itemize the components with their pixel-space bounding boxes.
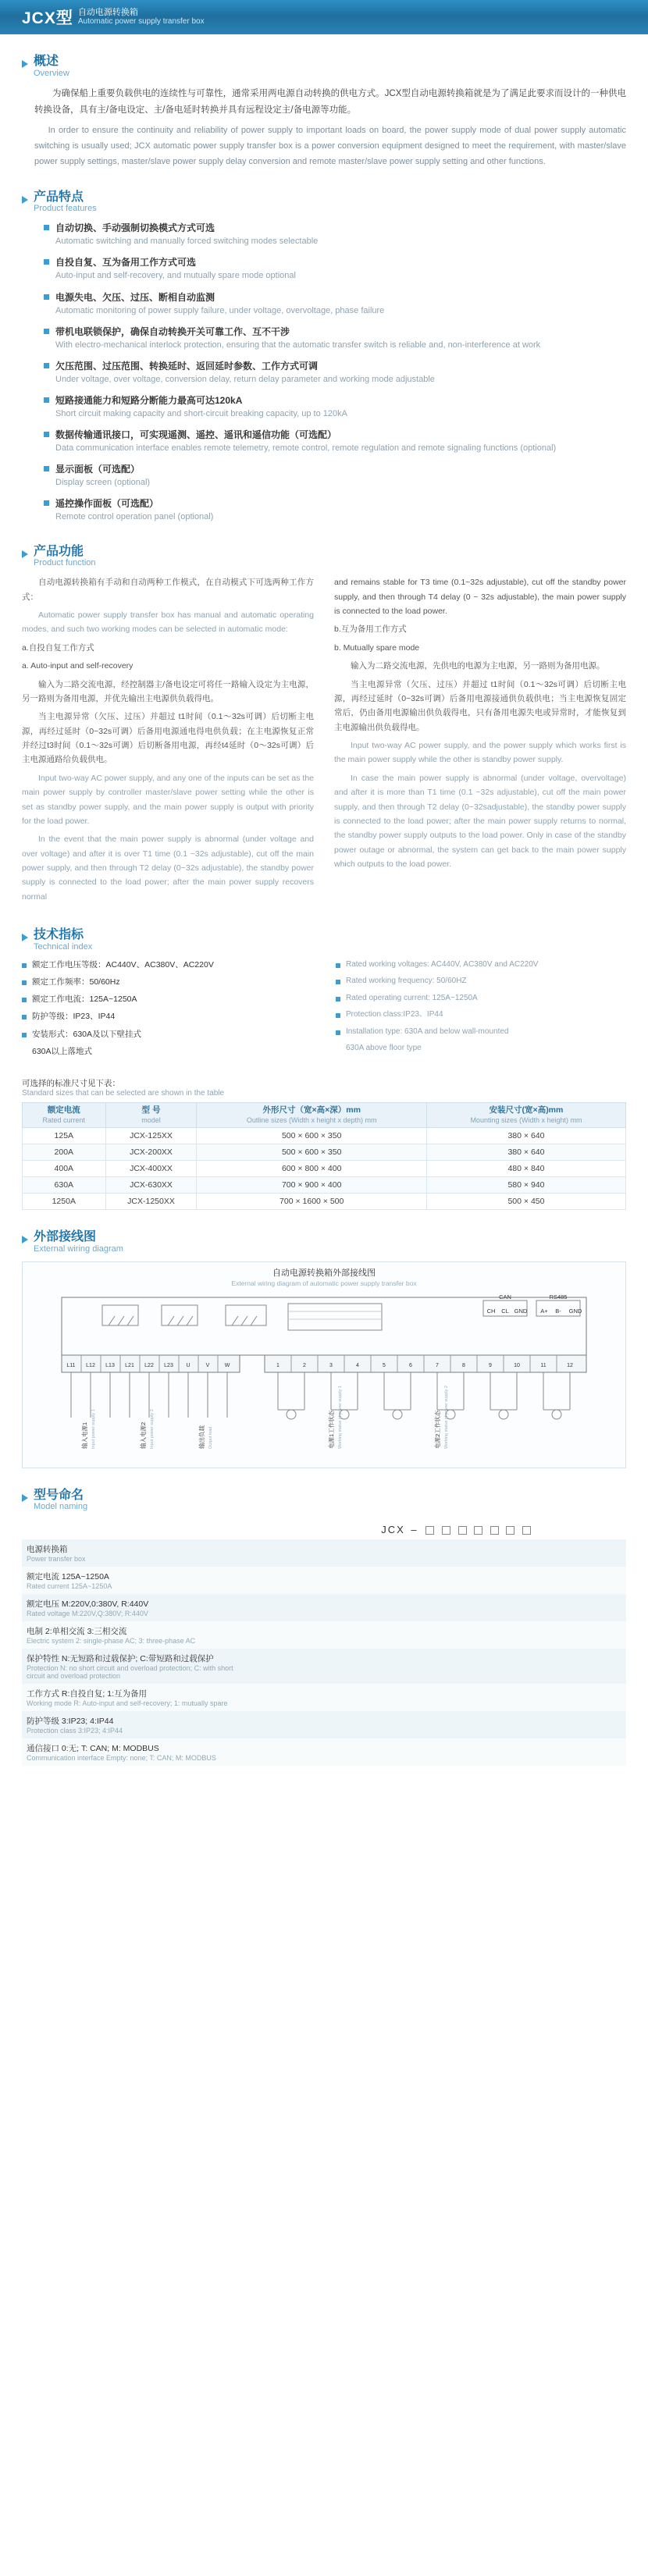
banner-title-cn2: 自动电源转换箱	[77, 7, 138, 17]
model-row-spacer	[251, 1567, 626, 1594]
cell-outline-size: 500 × 600 × 350	[197, 1128, 426, 1144]
feature-label-cn: 自投自复、互为备用工作方式可选	[55, 257, 197, 269]
cell-rated-current: 125A	[23, 1128, 106, 1144]
cell-mounting-size: 480 × 840	[426, 1161, 625, 1177]
cell-model: JCX-630XX	[105, 1177, 197, 1194]
technical-title-cn: 技术指标	[34, 928, 84, 942]
square-bullet-icon	[44, 432, 49, 437]
banner-title-cn: JCX型	[22, 9, 73, 27]
list-item	[336, 976, 626, 987]
list-item	[336, 1043, 626, 1055]
model-row-spacer	[251, 1539, 626, 1567]
table-row	[22, 1711, 626, 1738]
svg-text:U: U	[186, 1362, 190, 1368]
svg-text:9: 9	[489, 1362, 492, 1368]
feature-label-cn: 带机电联锁保护，确保自动转换开关可靠工作、互不干涉	[55, 326, 290, 337]
model-code-box	[474, 1526, 482, 1535]
list-item	[44, 359, 626, 386]
model-code-prefix: JCX	[381, 1523, 405, 1535]
svg-text:输入电源1: 输入电源1	[81, 1421, 88, 1449]
model-row-label-en: Protection N: no short circuit and overload protection; C: with short circuit and overload protection	[27, 1664, 233, 1681]
square-bullet-icon	[22, 998, 27, 1002]
technical-title-en: Technical index	[34, 941, 93, 952]
triangle-bullet-icon	[22, 934, 28, 941]
technical-label: 额定工作电压等级：AC440V、AC380V、AC220V	[32, 959, 214, 970]
technical-label: 630A以上落地式	[32, 1046, 93, 1056]
function-paragraph: Input two-way AC power supply, and any one of the inputs can be set as the main power supply by controller master/slave power setting while the other is set as standby power supply, and the main power supply is output with priority for the load power.	[22, 773, 314, 826]
technical-label-en: Installation type: 630A and below wall-mounted	[346, 1026, 509, 1036]
table-row	[22, 1684, 626, 1711]
model-row-label-cn: 电源转换箱	[27, 1545, 68, 1555]
model-title-cn: 型号命名	[34, 1488, 84, 1502]
section-model-naming	[0, 1489, 648, 1767]
svg-text:Input power supply 2: Input power supply 2	[150, 1408, 155, 1449]
technical-label: 额定工作电流：125A~1250A	[32, 994, 137, 1005]
svg-text:W: W	[224, 1362, 230, 1368]
svg-text:输出负载: 输出负载	[198, 1425, 205, 1449]
sizes-note	[22, 1077, 626, 1098]
svg-text:6: 6	[409, 1362, 412, 1368]
model-row-spacer	[251, 1711, 626, 1738]
table-header-row	[23, 1103, 626, 1128]
list-item	[44, 221, 626, 248]
svg-text:8: 8	[462, 1362, 465, 1368]
cell-outline-size: 500 × 600 × 350	[197, 1144, 426, 1161]
function-paragraph: 当主电源异常（欠压、过压）并超过 t1时间（0.1～32s可调）后切断主电源，再经过延时（0~32s可调）后备用电源通电得电供负载；在主电源恢复正常并经过t3时间（0.1～32s可调）后切断备用电源，再经t4延时（0～32s可调）后主电源通路给负载供电。	[22, 712, 314, 765]
svg-text:Working status of power supply: Working status of power supply 1	[338, 1385, 343, 1449]
square-bullet-icon	[336, 980, 340, 984]
list-item	[22, 1046, 312, 1058]
svg-text:GND: GND	[568, 1307, 582, 1315]
model-code-diagram	[381, 1524, 532, 1535]
model-row-label-cn: 额定电压 M:220V,0:380V, R:440V	[27, 1599, 149, 1610]
technical-column-en	[336, 959, 626, 1063]
svg-text:GND: GND	[514, 1307, 528, 1315]
feature-label-en: Short circuit making capacity and short-circuit breaking capacity, up to 120kA	[55, 409, 347, 418]
model-row-spacer	[251, 1649, 626, 1684]
square-bullet-icon	[336, 1013, 340, 1018]
svg-text:输入电源2: 输入电源2	[140, 1421, 147, 1449]
function-title-en: Product function	[34, 558, 96, 568]
svg-text:3: 3	[329, 1362, 333, 1368]
feature-label-cn: 遥控操作面板（可选配）	[55, 498, 159, 510]
list-item	[22, 1029, 312, 1041]
feature-label-en: Automatic monitoring of power supply failure, under voltage, overvoltage, phase failure	[55, 305, 385, 315]
cell-mounting-size: 380 × 640	[426, 1128, 625, 1144]
list-item	[44, 462, 626, 489]
cell-model: JCX-125XX	[105, 1128, 197, 1144]
list-item	[336, 1026, 626, 1038]
list-item	[44, 290, 626, 318]
feature-label-cn: 短路接通能力和短路分断能力最高可达120kA	[55, 395, 243, 406]
technical-label: 防护等级：IP23、IP44	[32, 1012, 116, 1022]
model-code-box	[506, 1526, 514, 1535]
section-overview	[0, 55, 648, 170]
cell-rated-current: 630A	[23, 1177, 106, 1194]
feature-label-en: Display screen (optional)	[55, 478, 151, 488]
svg-text:V: V	[205, 1362, 210, 1368]
technical-label-en: 630A above floor type	[346, 1044, 422, 1053]
feature-label-cn: 电源失电、欠压、过压、断相自动监测	[55, 291, 215, 303]
svg-text:CH: CH	[486, 1307, 496, 1315]
function-paragraph: Automatic power supply transfer box has manual and automatic operating modes, and such two working modes can be selected in automatic mode:	[22, 610, 314, 635]
square-bullet-icon	[44, 225, 49, 230]
model-naming-block	[22, 1519, 626, 1766]
table-row	[22, 1594, 626, 1621]
cell-outline-size: 600 × 800 × 400	[197, 1161, 426, 1177]
wiring-canvas	[30, 1293, 618, 1457]
standard-sizes-table	[22, 1102, 626, 1210]
function-paragraph: In the event that the main power supply is abnormal (under voltage and over voltage) and after it is over T1 time (0.1 ~32s adjustable), cut off the main power supply, and then through T2 delay (0~32s adjustable), the standby power supply is connected to the load power; after the main power supply recovers normal	[22, 834, 314, 902]
function-column-right	[334, 575, 626, 908]
sizes-note-en: Standard sizes that can be selected are shown in the table	[22, 1089, 225, 1098]
model-row-spacer	[251, 1738, 626, 1766]
svg-text:RS485: RS485	[549, 1293, 568, 1300]
svg-text:Output load: Output load	[208, 1426, 213, 1449]
square-bullet-icon	[22, 1015, 27, 1019]
feature-label-en: Automatic switching and manually forced switching modes selectable	[55, 237, 319, 247]
triangle-bullet-icon	[22, 196, 28, 204]
cell-mounting-size: 580 × 940	[426, 1177, 625, 1194]
function-paragraph: 输入为二路交流电源，先供电的电源为主电源，另一路则为备用电源。	[351, 661, 605, 671]
model-row-label-en: Power transfer box	[27, 1555, 86, 1564]
model-code-box	[425, 1526, 434, 1535]
model-row-label-en: Working mode R: Auto-input and self-recovery; 1: mutually spare	[27, 1699, 228, 1708]
section-product-function	[0, 545, 648, 909]
triangle-bullet-icon	[22, 60, 28, 68]
table-row	[22, 1539, 626, 1567]
triangle-bullet-icon	[22, 1494, 28, 1502]
square-bullet-icon	[336, 997, 340, 1002]
triangle-bullet-icon	[22, 1236, 28, 1244]
function-title-cn: 产品功能	[34, 544, 84, 558]
list-item	[22, 994, 312, 1005]
square-bullet-icon	[44, 259, 49, 265]
model-row-label-en: Rated current 125A~1250A	[27, 1582, 112, 1591]
model-code-box	[442, 1526, 450, 1535]
feature-label-cn: 显示面板（可选配）	[55, 464, 141, 475]
wiring-title-en: External wiring diagram	[34, 1244, 123, 1254]
function-paragraph: 当主电源异常（欠压、过压）并超过 t1时间（0.1～32s可调）后切断主电源，再经过延时（0~32s可调）后备用电源接通供负载供电；当主电源恢复固定常后，仍由备用电源输出供负载得电，只有备用电源失电或异常时，才能恢复到主电源输出供负载得电。	[334, 679, 626, 732]
svg-text:Input power supply 1: Input power supply 1	[91, 1408, 96, 1449]
column-header-rated-current: 额定电流 Rated current	[23, 1103, 106, 1128]
list-item	[44, 428, 626, 455]
page-banner	[0, 0, 648, 34]
svg-text:2: 2	[303, 1362, 306, 1368]
table-row	[23, 1194, 626, 1210]
function-paragraph: 输入为二路交流电源，经控制器主/备电设定可将任一路输入设定为主电源，另一路则为备用电源，并优先输出主电源供负载得电。	[22, 679, 314, 703]
model-row-spacer	[251, 1594, 626, 1621]
model-row-spacer	[251, 1621, 626, 1649]
svg-text:L12: L12	[86, 1362, 95, 1368]
triangle-bullet-icon	[22, 550, 28, 558]
cell-rated-current: 1250A	[23, 1194, 106, 1210]
model-row-label-en: Electric system 2: single-phase AC; 3: three-phase AC	[27, 1637, 196, 1646]
column-header-mounting-sizes: 安装尺寸(宽×高)mm Mounting sizes (Width x height) mm	[426, 1103, 625, 1128]
model-row-label-cn: 额定电流 125A~1250A	[27, 1572, 109, 1582]
model-row-label-cn: 防护等级 3:IP23; 4:IP44	[27, 1717, 114, 1727]
svg-text:CAN: CAN	[499, 1293, 511, 1300]
technical-label-en: Rated working frequency: 50/60HZ	[346, 977, 467, 986]
model-naming-table	[22, 1539, 626, 1766]
model-row-label-en: Rated voltage M:220V,Q:380V; R:440V	[27, 1610, 148, 1618]
svg-text:CL: CL	[501, 1307, 509, 1315]
svg-text:11: 11	[540, 1362, 547, 1368]
technical-label-en: Rated operating current: 125A~1250A	[346, 993, 478, 1002]
list-item	[44, 255, 626, 283]
list-item	[22, 959, 312, 971]
cell-outline-size: 700 × 1600 × 500	[197, 1194, 426, 1210]
svg-text:L13: L13	[105, 1362, 115, 1368]
list-item	[336, 993, 626, 1005]
feature-label-cn: 欠压范围、过压范围、转换延时、返回延时参数、工作方式可调	[55, 360, 319, 372]
list-item	[22, 1011, 312, 1023]
model-row-label-en: Protection class 3:IP23; 4:IP44	[27, 1727, 123, 1735]
sizes-note-cn: 可选择的标准尺寸见下表：	[22, 1079, 120, 1089]
cell-rated-current: 400A	[23, 1161, 106, 1177]
model-code-box	[490, 1526, 499, 1535]
table-row	[23, 1177, 626, 1194]
function-column-left	[22, 575, 314, 908]
function-paragraph: and remains stable for T3 time (0.1~32s adjustable), cut off the standby power supply, and then through T4 delay (0 ~ 32s adjustable), the main power supply is connected to the load power.	[334, 578, 626, 616]
svg-text:5: 5	[383, 1362, 386, 1368]
list-item	[336, 959, 626, 971]
technical-column-cn	[22, 959, 312, 1063]
model-row-label-cn: 电制 2:单相交流 3:三相交流	[27, 1627, 127, 1637]
wiring-title-cn: 外部接线图	[34, 1230, 97, 1244]
wiring-diagram-box	[22, 1261, 626, 1468]
cell-mounting-size: 380 × 640	[426, 1144, 625, 1161]
table-row	[23, 1128, 626, 1144]
svg-text:L23: L23	[164, 1362, 173, 1368]
svg-text:A+: A+	[540, 1307, 548, 1315]
function-paragraph: a. Auto-input and self-recovery	[22, 661, 134, 671]
cell-model: JCX-200XX	[105, 1144, 197, 1161]
overview-paragraph-cn: 为确保船上重要负载供电的连续性与可靠性，通常采用两电源自动转换的供电方式。JCX型自动电源转换箱就是为了满足此要求而设计的一种供电转换设备，具有主/备电设定、主/备电延时转换并具有远程设定主/备电源等功能。	[34, 88, 626, 115]
svg-text:1: 1	[276, 1362, 279, 1368]
table-row	[22, 1738, 626, 1766]
wiring-inner-title-cn: 自动电源转换箱外部接线图	[272, 1268, 376, 1279]
square-bullet-icon	[44, 500, 49, 506]
feature-label-en: Auto-input and self-recovery, and mutually spare mode optional	[55, 271, 296, 281]
technical-label: 安装形式：630A及以下壁挂式	[32, 1029, 142, 1039]
table-row	[22, 1649, 626, 1684]
cell-model: JCX-1250XX	[105, 1194, 197, 1210]
function-paragraph: b. Mutually spare mode	[334, 642, 420, 653]
square-bullet-icon	[44, 363, 49, 368]
function-paragraph: b.互为备用工作方式	[334, 624, 407, 635]
svg-text:电源1工作状态: 电源1工作状态	[328, 1410, 335, 1449]
table-row	[23, 1144, 626, 1161]
feature-label-en: Remote control operation panel (optional)	[55, 512, 214, 522]
wiring-inner-title-en: External wiring diagram of automatic power supply transfer box	[231, 1279, 417, 1287]
feature-label-en: Under voltage, over voltage, conversion delay, return delay parameter and working mode adjustable	[55, 374, 435, 384]
technical-label-en: Protection class:IP23、IP44	[346, 1010, 443, 1019]
svg-text:12: 12	[567, 1362, 573, 1368]
model-code-box	[458, 1526, 467, 1535]
square-bullet-icon	[44, 294, 49, 300]
feature-label-en: Data communication interface enables remote telemetry, remote control, remote regulation and remote signaling functions (optional)	[55, 443, 557, 454]
list-item	[44, 325, 626, 352]
feature-label-cn: 数据传输通讯接口，可实现遥测、遥控、遥讯和遥信功能（可选配）	[55, 429, 337, 441]
cell-outline-size: 700 × 900 × 400	[197, 1177, 426, 1194]
list-item	[44, 496, 626, 524]
function-paragraph: In case the main power supply is abnormal (under voltage, overvoltage) and after it is more than T1 time (0.1 ~32s adjustable), cut off the main power supply, and then through T2 delay (0~32sadjustable), the standby power supply is connected to the load power; after the main power supply returns to normal, the standby power supply outputs to the load power. Only in case of the standby power outage or abnormal, the system can get back to the main power supply which outputs to the load power.	[334, 773, 626, 869]
column-header-outline-sizes: 外形尺寸（宽×高×深）mm Outline sizes (Width x height x depth) mm	[197, 1103, 426, 1128]
table-row	[22, 1567, 626, 1594]
section-wiring-diagram	[0, 1230, 648, 1468]
model-row-label-cn: 保护特性 N:无短路和过载保护; C:带短路和过载保护	[27, 1654, 214, 1664]
overview-title-cn: 概述	[34, 55, 59, 68]
section-features	[0, 190, 648, 525]
square-bullet-icon	[336, 963, 340, 968]
list-item	[44, 393, 626, 421]
banner-title-en: Automatic power supply transfer box	[77, 16, 205, 26]
square-bullet-icon	[22, 980, 27, 985]
table-row	[23, 1161, 626, 1177]
model-row-label-cn: 通信接口 0:无; T: CAN; M: MODBUS	[27, 1744, 159, 1754]
cell-model: JCX-400XX	[105, 1161, 197, 1177]
model-title-en: Model naming	[34, 1502, 88, 1512]
list-item	[336, 1009, 626, 1021]
model-code-dash: –	[411, 1523, 418, 1535]
overview-title-en: Overview	[34, 68, 69, 78]
cell-rated-current: 200A	[23, 1144, 106, 1161]
section-technical-index	[0, 928, 648, 1210]
cell-mounting-size: 500 × 450	[426, 1194, 625, 1210]
square-bullet-icon	[22, 1033, 27, 1037]
column-header-model: 型 号 model	[105, 1103, 197, 1128]
wiring-svg	[30, 1293, 619, 1453]
features-title-cn: 产品特点	[34, 190, 84, 204]
svg-text:7: 7	[436, 1362, 439, 1368]
svg-text:4: 4	[356, 1362, 359, 1368]
list-item	[22, 977, 312, 988]
svg-text:L22: L22	[144, 1362, 154, 1368]
model-row-label-en: Communication interface Empty: none; T: CAN; M: MODBUS	[27, 1754, 216, 1763]
svg-text:L11: L11	[66, 1362, 76, 1368]
svg-text:电源2工作状态: 电源2工作状态	[434, 1410, 441, 1449]
feature-label-cn: 自动切换、手动强制切换模式方式可选	[55, 222, 215, 234]
svg-text:B-: B-	[555, 1307, 561, 1315]
technical-label-en: Rated working voltages: AC440V, AC380V and AC220V	[346, 959, 539, 969]
svg-text:10: 10	[514, 1362, 520, 1368]
model-code-box	[522, 1526, 531, 1535]
technical-label: 额定工作频率：50/60Hz	[32, 977, 120, 987]
overview-paragraph-en: In order to ensure the continuity and reliability of power supply to important loads on board, the power supply mode of dual power supply automatic switching is usually used; JCX automatic power supply transfer box is a power conversion equipment designed to meet the requirement, with master/slave power supply settings, master/slave power supply delay conversion and remote master/slave power supply setting and other functions.	[34, 126, 626, 166]
square-bullet-icon	[44, 329, 49, 334]
function-paragraph: Input two-way AC power supply, and the power supply which works first is the main power supply while the other is standby power supply.	[334, 741, 626, 765]
table-row	[22, 1621, 626, 1649]
square-bullet-icon	[44, 397, 49, 403]
function-paragraph: 自动电源转换箱有手动和自动两种工作模式，在自动模式下可选两种工作方式：	[22, 578, 314, 602]
function-paragraph: a.自投自复工作方式	[22, 642, 94, 653]
model-row-spacer	[251, 1684, 626, 1711]
svg-text:L21: L21	[125, 1362, 134, 1368]
square-bullet-icon	[44, 466, 49, 471]
feature-label-en: With electro-mechanical interlock protection, ensuring that the automatic transfer switch is reliable and, non-interference at work	[55, 340, 541, 350]
features-title-en: Product features	[34, 204, 97, 214]
model-row-label-cn: 工作方式 R:自投自复; 1:互为备用	[27, 1689, 148, 1699]
svg-text:Working status of power supply: Working status of power supply 2	[444, 1385, 449, 1449]
square-bullet-icon	[22, 963, 27, 968]
features-list	[44, 221, 626, 524]
square-bullet-icon	[336, 1030, 340, 1035]
